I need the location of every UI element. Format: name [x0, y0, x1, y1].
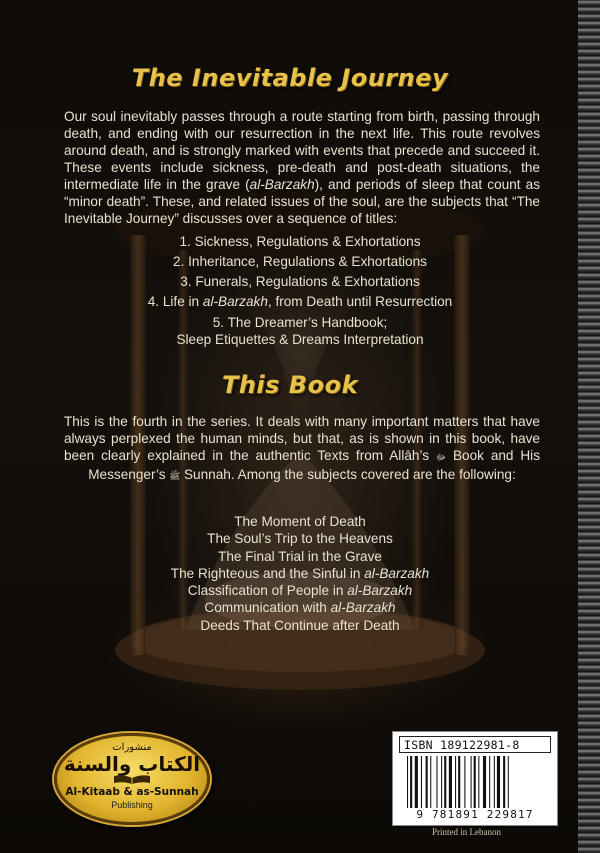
series-item: 5. The Dreamer’s Handbook; Sleep Etiquettes & Dreams Interpretation	[176, 315, 424, 347]
spine-edge	[578, 0, 600, 853]
topic-item: Communication with al-Barzakh	[204, 600, 396, 616]
series-item: 2. Inheritance, Regulations & Exhortations	[173, 254, 427, 269]
barcode-box	[392, 731, 558, 826]
series-item: 1. Sickness, Regulations & Exhortations	[179, 234, 421, 249]
logo-publisher-name: Al-Kitaab & as-Sunnah	[65, 786, 199, 798]
series-heading: The Inevitable Journey	[131, 64, 449, 92]
publisher-logo	[54, 733, 210, 825]
logo-arabic-name: الكتاب والسنة	[63, 752, 201, 776]
logo-publishing-label: Publishing	[111, 800, 153, 810]
logo-arabic-caption: منشورات	[112, 742, 152, 753]
topic-item: The Final Trial in the Grave	[218, 548, 382, 564]
intro-paragraph: Our soul inevitably passes through a route starting from birth, passing through death, and ending with our resurrection in the next life. This route revolves around death, and is strongly marked with events that precede and succeed it. These events include sickness, pre-death and post-death situations, the intermediate life in the grave (al-Barzakh), and periods of sleep that count as “minor death”. These, and related issues of the soul, are the subjects that “The Inevitable Journey” discusses over a sequence of titles:	[64, 109, 540, 226]
this-book-paragraph: This is the fourth in the series. It deals with many important matters that have always perplexed the human minds, but that, as is shown in this book, have been clearly explained in the authentic Texts from Allāh’s ﷻ Book and His Messenger’s ﷺ Sunnah. Among the subjects covered are the following:	[64, 414, 541, 482]
printed-in-label: Printed in Lebanon	[432, 827, 501, 837]
isbn-number: ISBN 189122981-8	[399, 736, 551, 753]
this-book-heading: This Book	[221, 371, 359, 399]
series-item: 3. Funerals, Regulations & Exhortations	[180, 274, 420, 289]
topic-item: The Righteous and the Sinful in al-Barzakh	[170, 565, 430, 581]
topic-item: Deeds That Continue after Death	[200, 617, 400, 633]
topic-item: The Soul’s Trip to the Heavens	[207, 531, 393, 547]
topics-list	[0, 513, 600, 634]
open-book-icon	[113, 774, 151, 784]
topic-item: Classification of People in al-Barzakh	[187, 583, 413, 599]
series-item: 4. Life in al-Barzakh, from Death until Resurrection	[147, 294, 453, 309]
barcode-digits: 9 781891 229817	[416, 808, 534, 821]
barcode-icon	[405, 756, 545, 810]
topic-item: The Moment of Death	[234, 514, 366, 529]
series-title-list	[0, 232, 600, 348]
